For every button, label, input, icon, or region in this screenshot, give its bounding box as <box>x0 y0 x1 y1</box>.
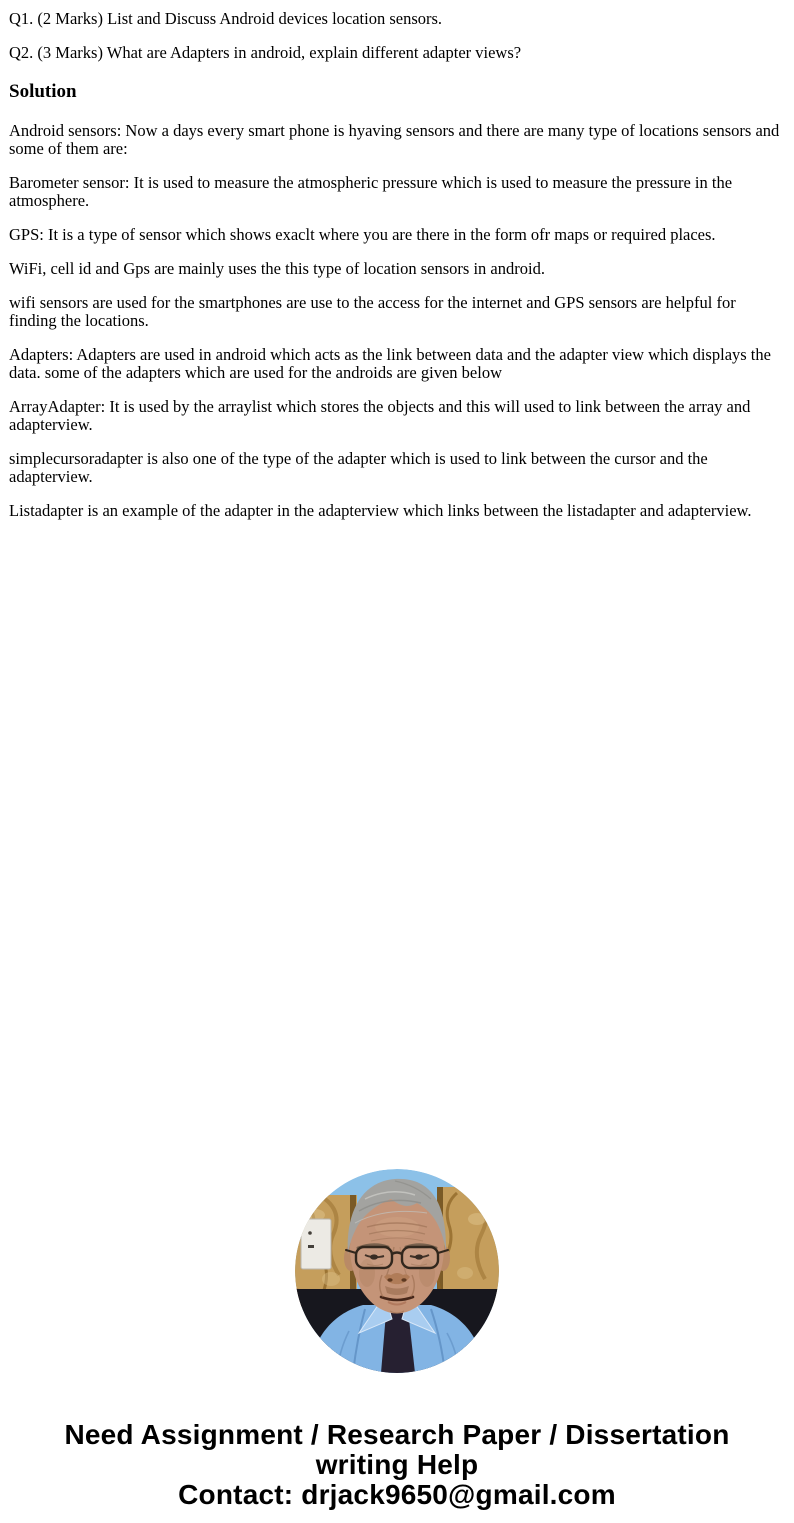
paragraph-simplecursoradapter: simplecursoradapter is also one of the type of the adapter which is used to link between the cursor and the adapterview. <box>9 449 708 486</box>
document-content <box>0 0 794 520</box>
paragraph-android-sensors: Android sensors: Now a days every smart phone is hyaving sensors and there are many type of locations sensors and some of them are: <box>9 121 780 158</box>
tutor-portrait <box>295 1169 499 1373</box>
question-q2: Q2. (3 Marks) What are Adapters in android, explain different adapter views? <box>9 43 522 62</box>
paragraph-barometer-sensor: Barometer sensor: It is used to measure the atmospheric pressure which is used to measure the pressure in the atmosphere. <box>9 173 733 210</box>
footer-banner <box>47 1420 747 1510</box>
paragraph-adapters: Adapters: Adapters are used in android which acts as the link between data and the adapter view which displays the data. some of the adapters which are used for the androids are given below <box>9 345 771 382</box>
question-q1: Q1. (2 Marks) List and Discuss Android devices location sensors. <box>9 9 443 28</box>
solution-heading: Solution <box>9 81 77 102</box>
portrait-photo <box>295 1169 499 1373</box>
paragraph-listadapter: Listadapter is an example of the adapter in the adapterview which links between the listadapter and adapterview. <box>9 501 752 520</box>
paragraph-wifi-cellid-gps: WiFi, cell id and Gps are mainly uses the this type of location sensors in android. <box>9 259 545 278</box>
paragraph-gps: GPS: It is a type of sensor which shows exaclt where you are there in the form ofr maps or required places. <box>9 225 716 244</box>
wall-panel-right <box>437 1187 499 1305</box>
footer-help-text: Need Assignment / Research Paper / Dissertation writing Help <box>64 1419 730 1480</box>
paragraph-wifi-sensors: wifi sensors are used for the smartphones are use to the access for the internet and GPS sensors are helpful for finding the locations. <box>9 293 736 330</box>
footer-contact-email: Contact: drjack9650@gmail.com <box>178 1479 616 1510</box>
switch-plate <box>301 1219 331 1269</box>
paragraph-arrayadapter: ArrayAdapter: It is used by the arraylist which stores the objects and this will used to link between the array and adapterview. <box>9 397 751 434</box>
